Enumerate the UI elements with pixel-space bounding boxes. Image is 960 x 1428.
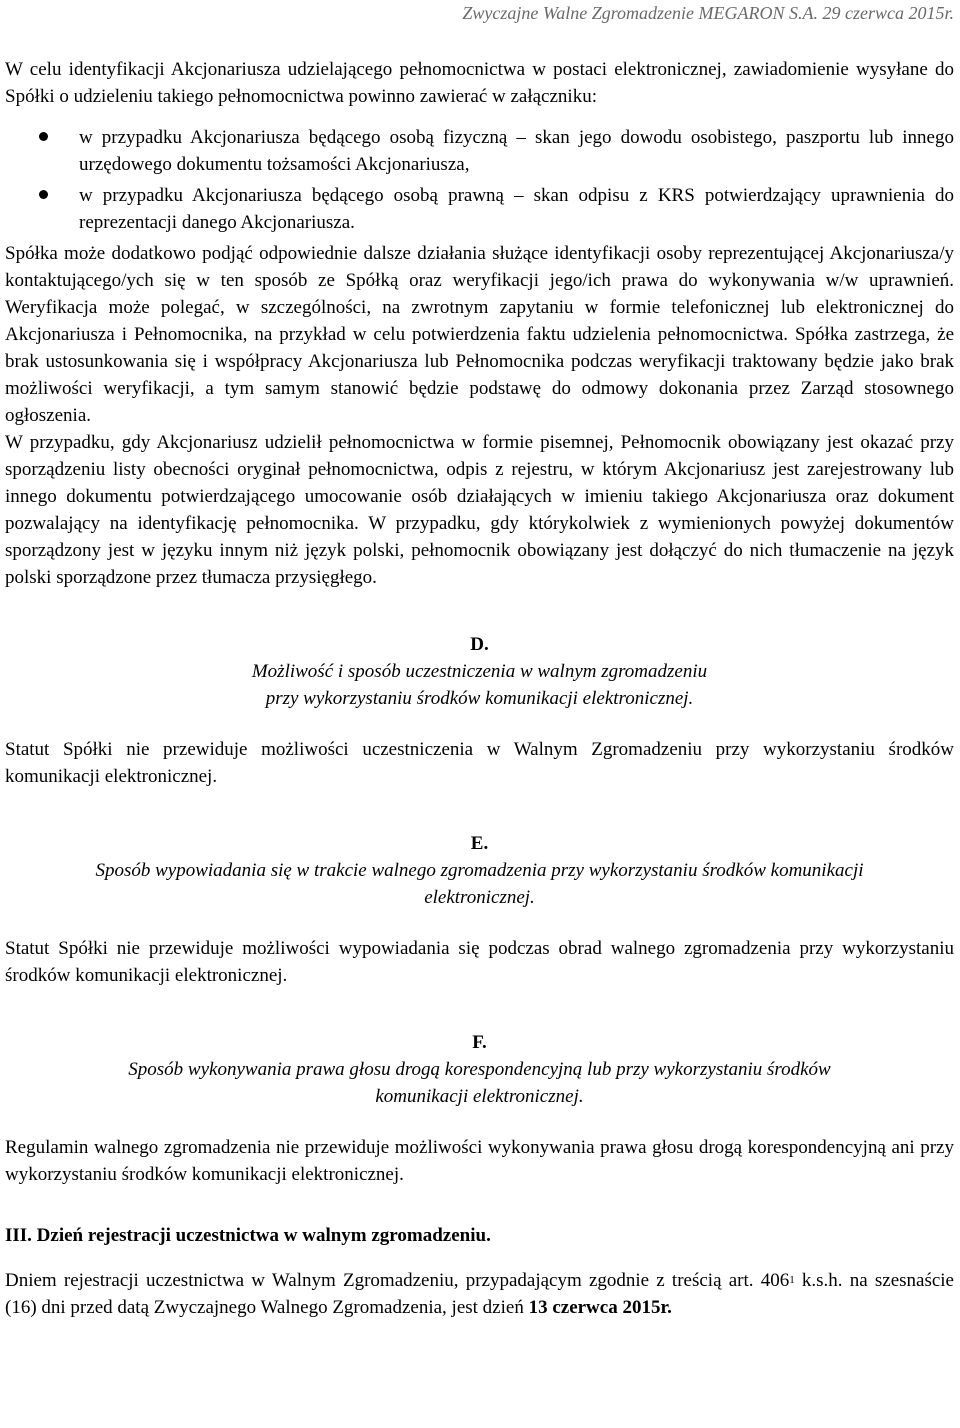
section-f-letter: F. xyxy=(472,1032,487,1053)
intro-paragraph: W celu identyfikacji Akcjonariusza udzielającego pełnomocnictwa w postaci elektronicznej, zawiadomienie wysyłane do Spółki o udzieleniu takiego pełnomocnictwa powinno zawierać w załączniku: xyxy=(5,59,954,107)
section-d-body: Statut Spółki nie przewiduje możliwości uczestniczenia w Walnym Zgromadzeniu przy wykorzystaniu środków komunikacji elektronicznej. xyxy=(5,739,954,787)
section-f-body: Regulamin walnego zgromadzenia nie przewiduje możliwości wykonywania prawa głosu drogą korespondencyjną ani przy wykorzystaniu środków komunikacji elektronicznej. xyxy=(5,1137,954,1185)
bullet-icon xyxy=(39,132,48,141)
section-e-body: Statut Spółki nie przewiduje możliwości wypowiadania się podczas obrad walnego zgromadzenia przy wykorzystaniu środków komunikacji elektronicznej. xyxy=(5,938,954,986)
running-header: Zwyczajne Walne Zgromadzenie MEGARON S.A. 29 czerwca 2015r. xyxy=(462,3,954,23)
section-d-heading xyxy=(5,631,954,712)
list-item xyxy=(5,124,954,178)
section-e-letter: E. xyxy=(470,833,489,854)
section-d-title-line1: Możliwość i sposób uczestniczenia w walnym zgromadzeniu xyxy=(251,661,708,682)
list-item-text: w przypadku Akcjonariusza będącego osobą prawną – skan odpisu z KRS potwierdzający uprawnienia do reprezentacji danego Akcjonariusza. xyxy=(79,185,954,233)
section-f-title-line1: Sposób wykonywania prawa głosu drogą korespondencyjną lub przy wykorzystaniu środków xyxy=(128,1059,831,1080)
section-d-letter: D. xyxy=(470,634,489,655)
section-iii-text-1: Dniem rejestracji uczestnictwa w Walnym Zgromadzeniu, przypadającym zgodnie z treścią art. 406 xyxy=(5,1270,790,1291)
section-e-title-line1: Sposób wypowiadania się w trakcie walnego zgromadzenia przy wykorzystaniu środków komunikacji xyxy=(95,860,864,881)
verification-paragraph: Spółka może dodatkowo podjąć odpowiednie dalsze działania służące identyfikacji osoby reprezentującej Akcjonariusza/y kontaktującego/ych się w ten sposób ze Spółką oraz weryfikacji jego/ich prawa do wykonywania w/w uprawnień. Weryfikacja może polegać, w szczególności, na zwrotnym zapytaniu w formie telefonicznej lub elektronicznej do Akcjonariusza i Pełnomocnika, na przykład w celu potwierdzenia faktu udzielenia pełnomocnictwa. Spółka zastrzega, że brak ustosunkowania się i współpracy Akcjonariusza lub Pełnomocnika podczas weryfikacji traktowany będzie jako brak możliwości weryfikacji, a tym samym stanowić będzie podstawę do odmowy dokonania przez Zarząd stosownego ogłoszenia. xyxy=(5,243,954,426)
attachment-list xyxy=(5,124,954,236)
written-proxy-paragraph: W przypadku, gdy Akcjonariusz udzielił pełnomocnictwa w formie pisemnej, Pełnomocnik obowiązany jest okazać przy sporządzeniu listy obecności oryginał pełnomocnictwa, odpis z rejestru, w którym Akcjonariusz jest zarejestrowany lub innego dokumentu potwierdzającego umocowanie osób działających w imieniu takiego Akcjonariusza oraz dokument pozwalający na identyfikację pełnomocnika. W przypadku, gdy którykolwiek z wymienionych powyżej dokumentów sporządzony jest w języku innym niż język polski, pełnomocnik obowiązany jest dołączyć do nich tłumaczenie na język polski sporządzone przez tłumacza przysięgłego. xyxy=(5,432,954,588)
section-e-heading xyxy=(5,830,954,911)
section-iii-body xyxy=(5,1267,954,1321)
list-item-text: w przypadku Akcjonariusza będącego osobą fizyczną – skan jego dowodu osobistego, paszportu lub innego urzędowego dokumentu tożsamości Akcjonariusza, xyxy=(79,127,954,175)
section-f-title-line2: komunikacji elektronicznej. xyxy=(375,1086,584,1107)
registration-date: 13 czerwca 2015r. xyxy=(528,1297,672,1318)
section-d-title-line2: przy wykorzystaniu środków komunikacji elektronicznej. xyxy=(265,688,694,709)
section-iii-heading: III. Dzień rejestracji uczestnictwa w walnym zgromadzeniu. xyxy=(5,1225,491,1246)
section-f-heading xyxy=(5,1029,954,1110)
section-iii-text-2: k.s.h. na szesnaście (16) dni przed datą Zwyczajnego Walnego Zgromadzenia, jest dzień xyxy=(5,1270,954,1318)
document-body xyxy=(5,56,954,1321)
bullet-icon xyxy=(39,190,48,199)
article-superscript: 1 xyxy=(789,1274,795,1286)
list-item xyxy=(5,182,954,236)
section-e-title-line2: elektronicznej. xyxy=(424,887,535,908)
